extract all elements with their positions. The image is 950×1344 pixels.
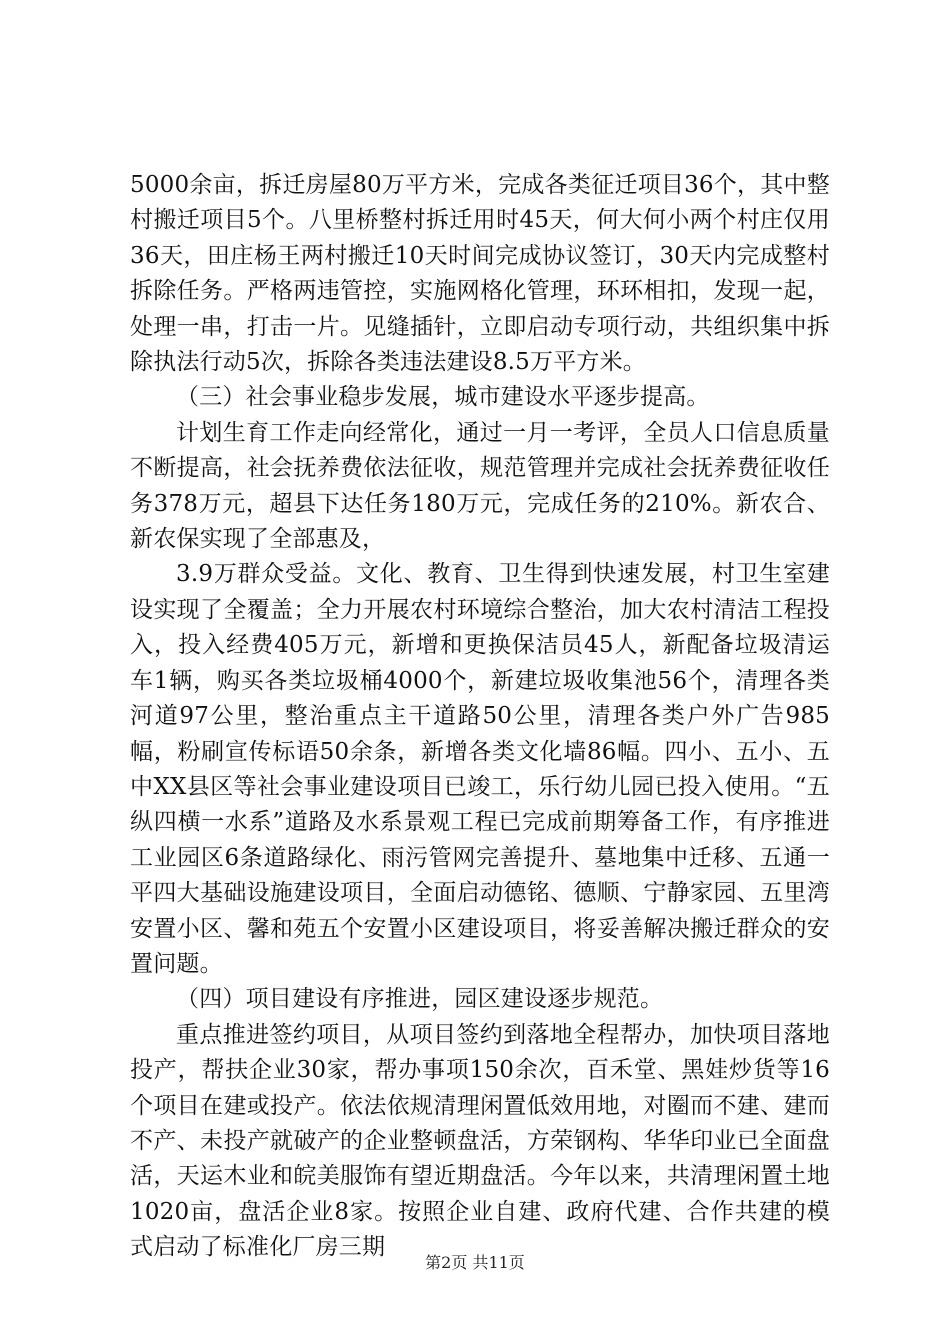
paragraph-project-promotion: 重点推进签约项目，从项目签约到落地全程帮办，加快项目落地投产，帮扶企业30家，帮办事项150余次，百禾堂、黑娃炒货等16个项目在建或投产。依法依规清理闲置低效用地，对圈而不建、建而不产、未投产就破产的企业整顿盘活，方荣钢构、华华印业已全面盘活，天运木业和皖美服饰有望近期盘活。今年以来，共清理闲置土地1020亩，盘活企业8家。按照企业自建、政府代建、合作共建的模式启动了标准化厂房三期 bbox=[130, 1021, 830, 1261]
paragraph-culture-environment: 3.9万群众受益。文化、教育、卫生得到快速发展，村卫生室建设实现了全覆盖；全力开展农村环境综合整治，加大农村清洁工程投入，投入经费405万元，新增和更换保洁员45人，新配备垃圾清运车1辆，购买各类垃圾桶4000个，新建垃圾收集池56个，清理各类河道97公里，整治重点主干道路50公里，清理各类户外广告985幅，粉刷宣传标语50余条，新增各类文化墙86幅。四小、五小、五中XX县区等社会事业建设项目已竣工，乐行幼儿园已投入使用。“五纵四横一水系”道路及水系景观工程已完成前期筹备工作，有序推进工业园区6条道路绿化、雨污管网完善提升、墓地集中迁移、五通一平四大基础设施建设项目，全面启动德铭、德顺、宁静家园、五里湾安置小区、馨和苑五个安置小区建设项目，将妥善解决搬迁群众的安置问题。 bbox=[130, 561, 830, 977]
paragraph-demolition: 5000余亩，拆迁房屋80万平方米，完成各类征迁项目36个，其中整村搬迁项目5个。八里桥整村拆迁用时45天，何大何小两个村庄仅用36天，田庄杨王两村搬迁10天时间完成协议签订，30天内完成整村拆除任务。严格两违管控，实施网格化管理，环环相扣，发现一起，处理一串，打击一片。见缝插针，立即启动专项行动，共组织集中拆除执法行动5次，拆除各类违法建设8.5万平方米。 bbox=[130, 172, 830, 376]
page-number-footer: 第2页 共11页 bbox=[425, 1253, 525, 1272]
section-heading-project-construction: （四）项目建设有序推进，园区建设逐步规范。 bbox=[176, 986, 664, 1013]
paragraph-family-planning: 计划生育工作走向经常化，通过一月一考评，全员人口信息质量不断提高，社会抚养费依法征收，规范管理并完成社会抚养费征收任务378万元，超县下达任务180万元，完成任务的210%。新农合、新农保实现了全部惠及， bbox=[130, 419, 830, 553]
document-body bbox=[130, 168, 830, 1266]
section-heading-social-affairs: （三）社会事业稳步发展，城市建设水平逐步提高。 bbox=[176, 384, 710, 411]
